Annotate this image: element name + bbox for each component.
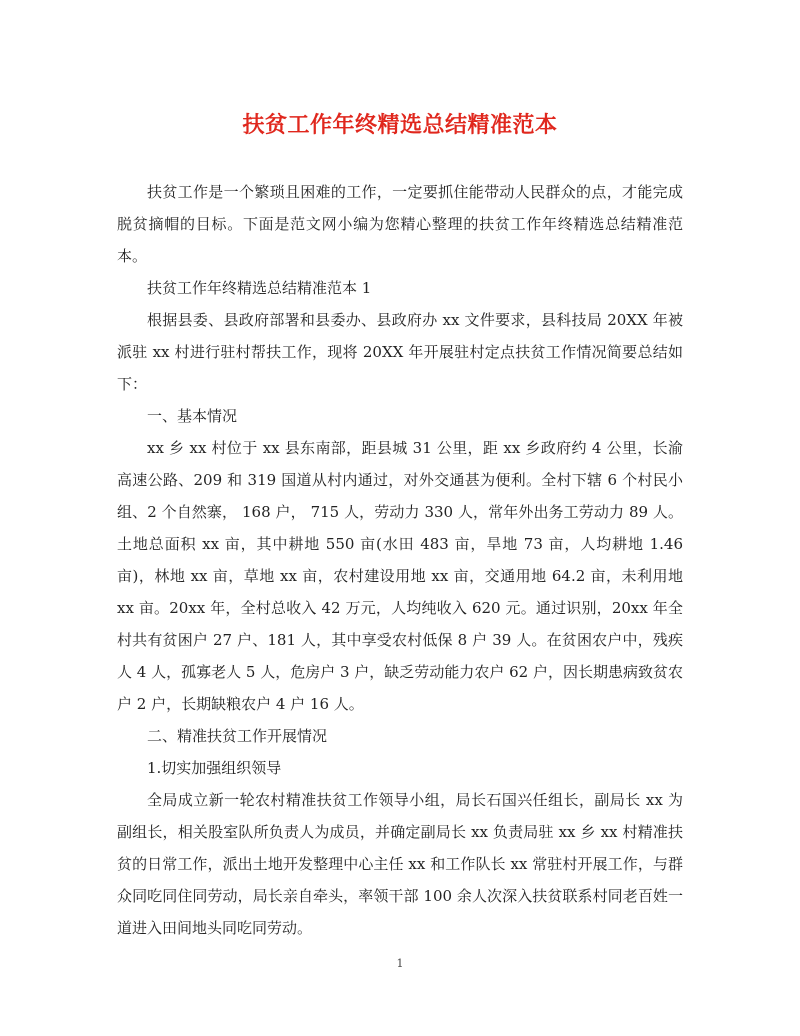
section-heading: 二、精准扶贫工作开展情况 bbox=[147, 727, 328, 745]
body-paragraph: xx 乡 xx 村位于 xx 县东南部，距县城 31 公里，距 xx 乡政府约 4 公里，长渝高速公路、209 和 319 国道从村内通过，对外交通甚为便利。全村下辖 6 个村民小组、2 个自然寨， 168 户， 715 人，劳动力 330 人，常年外出务工劳动力 89 人。土地总面积 xx 亩，其中耕地 550 亩(水田 483 亩，旱地 73 亩，人均耕地 1.46 亩)，林地 xx 亩，草地 xx 亩，农村建设用地 xx 亩，交通用地 64.2 亩，未利用地 xx 亩。20xx 年，全村总收入 42 万元，人均纯收入 620 元。通过识别，20xx 年全村共有贫困户 27 户、181 人，其中享受农村低保 8 户 39 人。在贫困农户中，残疾人 4 人，孤寡老人 5 人，危房户 3 户，缺乏劳动能力农户 62 户，因长期患病致贫农户 2 户，长期缺粮农户 4 户 16 人。 bbox=[117, 439, 683, 713]
section-heading: 一、基本情况 bbox=[147, 407, 238, 425]
intro-paragraph: 扶贫工作是一个繁琐且困难的工作，一定要抓住能带动人民群众的点，才能完成脱贫摘帽的目标。下面是范文网小编为您精心整理的扶贫工作年终精选总结精准范本。 bbox=[117, 183, 683, 265]
body-paragraph: 根据县委、县政府部署和县委办、县政府办 xx 文件要求，县科技局 20XX 年被派驻 xx 村进行驻村帮扶工作，现将 20XX 年开展驻村定点扶贫工作情况简要总结如下： bbox=[117, 311, 683, 393]
section-subtitle: 扶贫工作年终精选总结精准范本 1 bbox=[147, 279, 372, 297]
document-title: 扶贫工作年终精选总结精准范本 bbox=[242, 112, 558, 138]
page-number: 1 bbox=[396, 957, 404, 970]
document-body bbox=[117, 176, 683, 944]
subsection-heading: 1.切实加强组织领导 bbox=[147, 759, 282, 777]
body-paragraph: 全局成立新一轮农村精准扶贫工作领导小组，局长石国兴任组长，副局长 xx 为副组长，相关股室队所负责人为成员，并确定副局长 xx 负责局驻 xx 乡 xx 村精准扶贫的日常工作，派出土地开发整理中心主任 xx 和工作队长 xx 常驻村开展工作，与群众同吃同住同劳动，局长亲自牵头，率领干部 100 余人次深入扶贫联系村同老百姓一道进入田间地头同吃同劳动。 bbox=[117, 791, 683, 937]
